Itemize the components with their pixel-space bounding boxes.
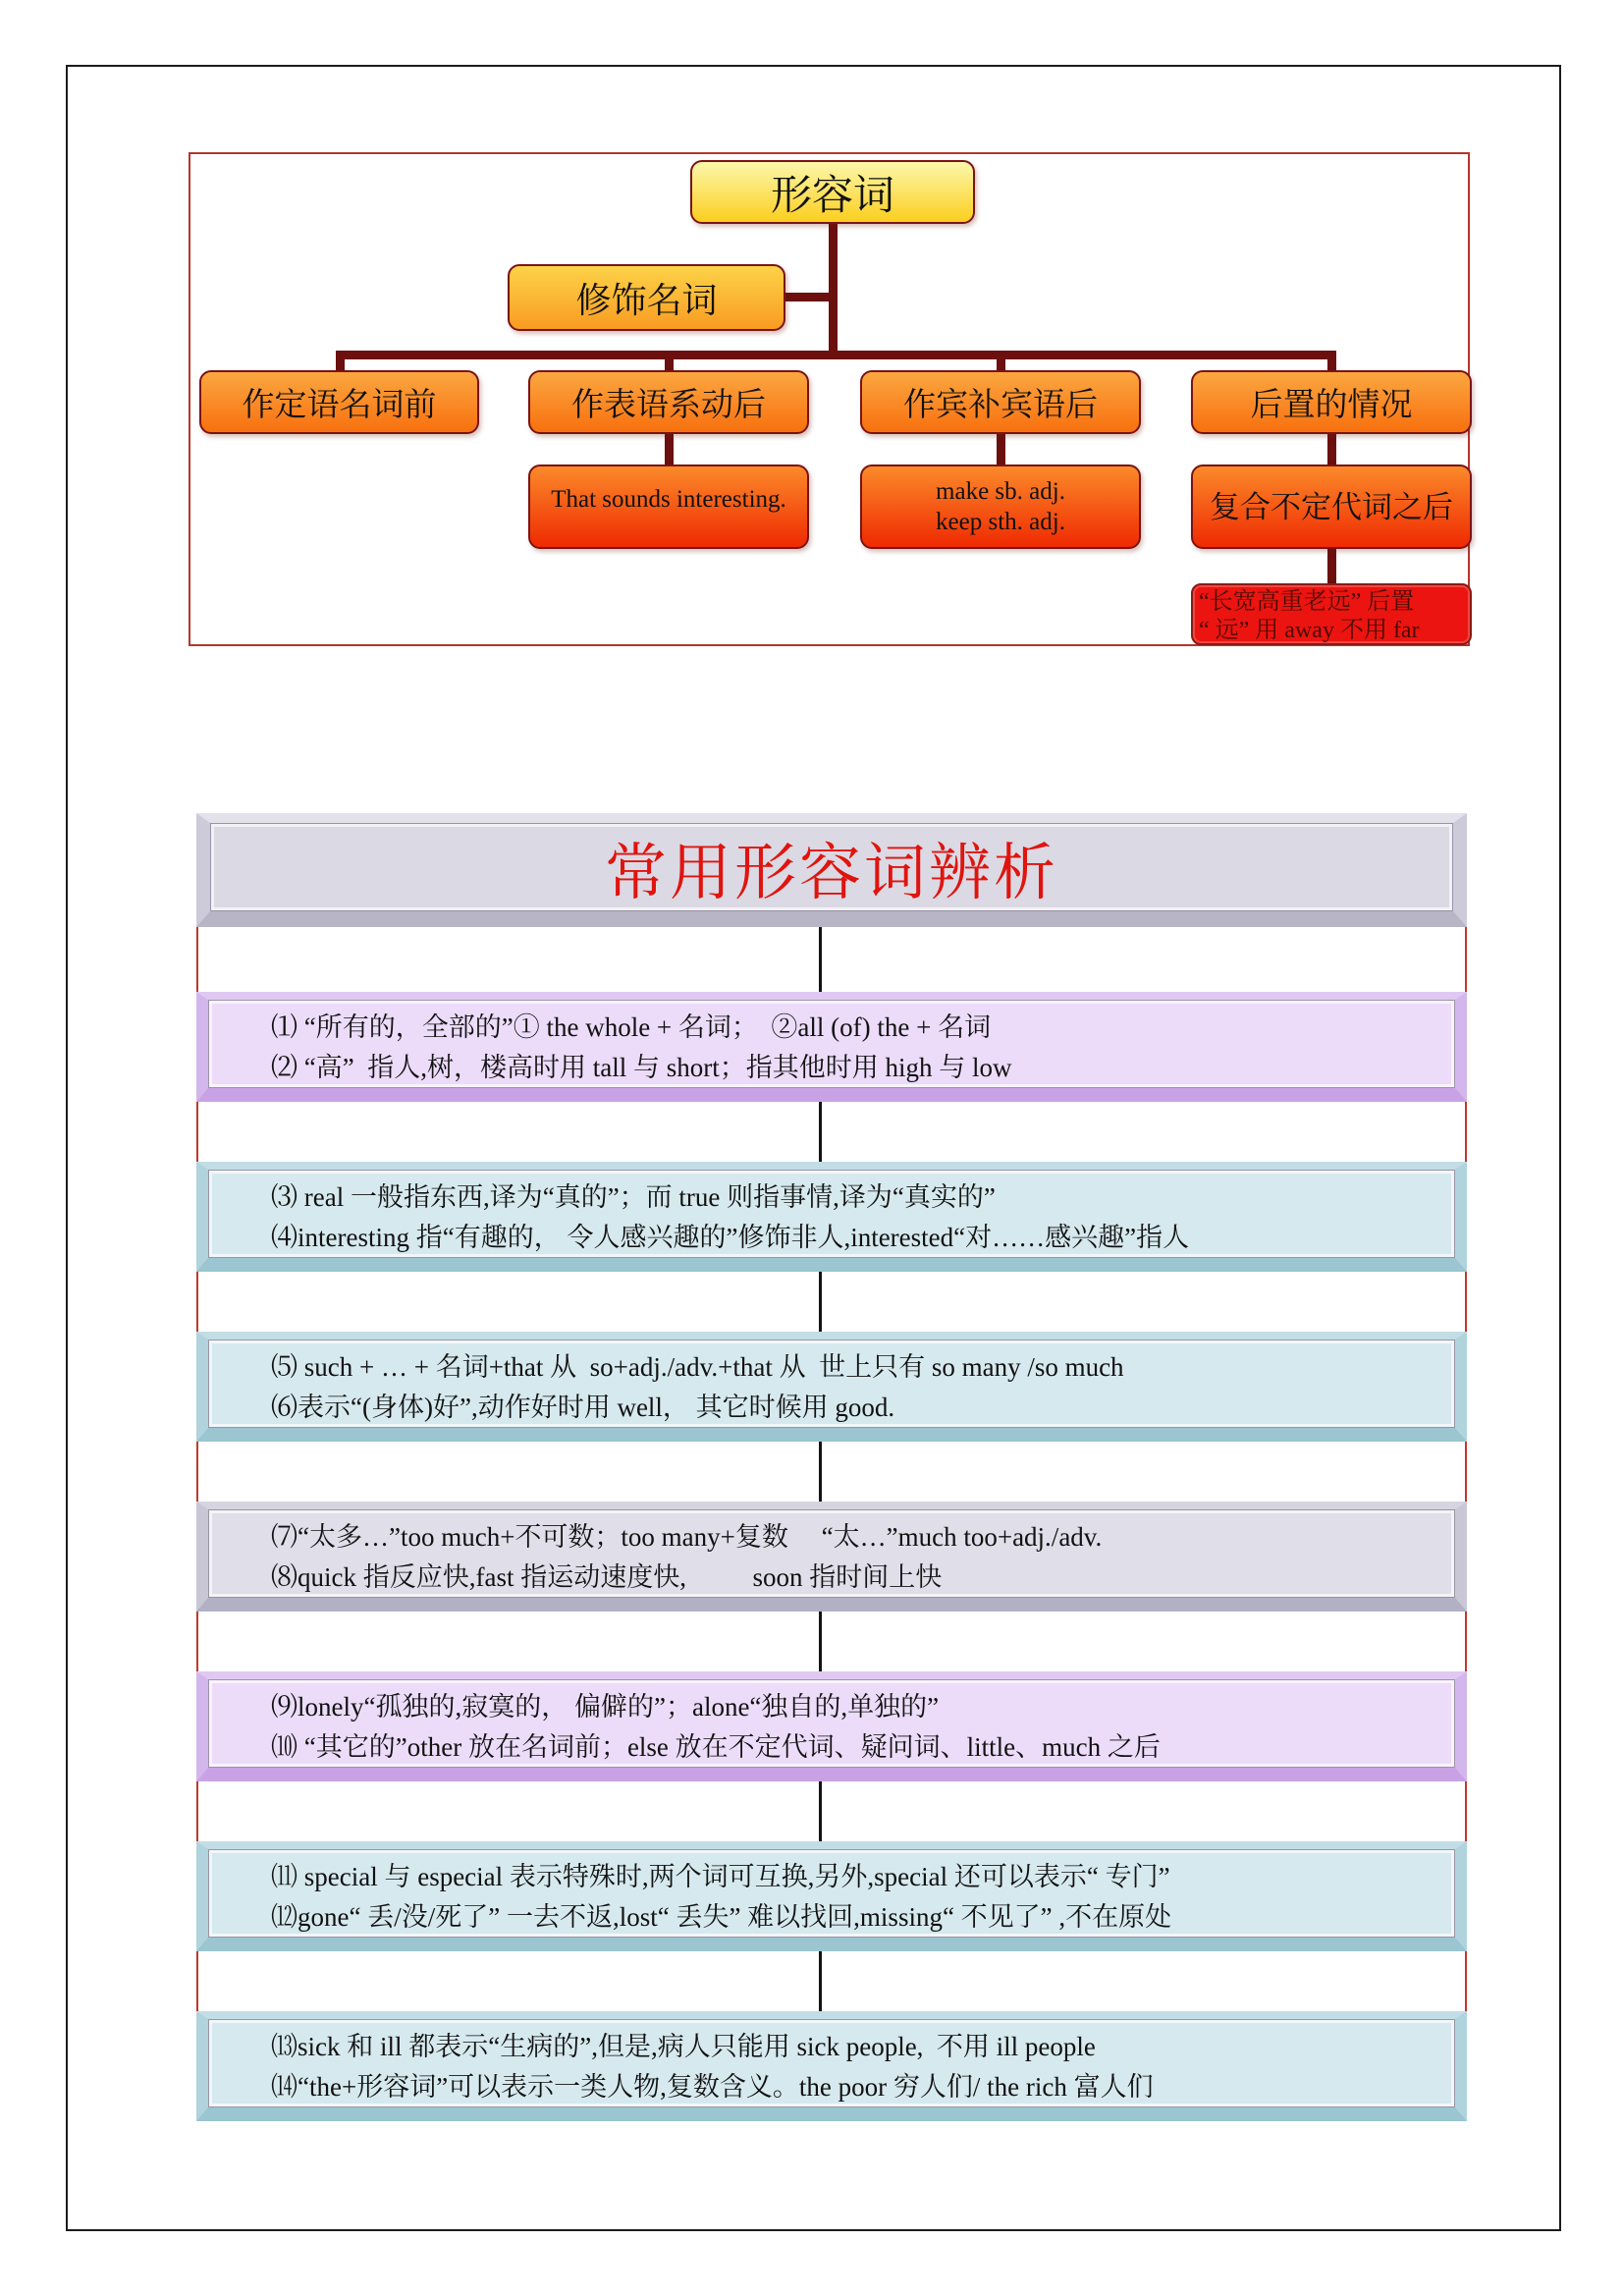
note-row-4 [196,1502,1467,1612]
gap-connector [196,1951,1467,2011]
note-line: ⑴ “所有的，全部的”① the whole + 名词； ②all (of) the + 名词 [271,1012,992,1042]
red-edge-line [1465,1442,1467,1502]
red-edge-line [1465,1612,1467,1671]
section-title-plaque [196,813,1467,927]
chart-example-pattern: make sb. adj. [936,478,1065,505]
red-edge-line [196,1951,198,2011]
chart-position-label: 作表语系动后 [571,388,766,423]
red-edge-line [196,1612,198,1671]
connector-stub-pos4 [1327,354,1336,371]
connector-trunk [336,351,1336,359]
connector-root-vertical [829,222,838,359]
note-line: ⑻quick 指反应快,fast 指运动速度快, soon 指时间上快 [271,1562,943,1592]
center-connector-line [819,1272,822,1332]
chart-example-patterns-box [860,465,1141,549]
connector-stub-pos1 [336,354,345,371]
chart-position-label: 作定语名词前 [242,388,437,423]
gap-connector [196,1781,1467,1841]
note-line: ⑷interesting 指“有趣的， 令人感兴趣的”修饰非人,interested“对……感兴趣”指人 [271,1223,1190,1252]
red-edge-line [1465,1951,1467,2011]
center-connector-line [819,1612,822,1671]
center-connector-line [819,1781,822,1841]
connector-stub-note [1327,547,1336,585]
note-line: ⒁“the+形容词”可以表示一类人物,复数含义。the poor 穷人们/ the rich 富人们 [271,2072,1154,2102]
center-connector-line [819,1102,822,1162]
note-line: ⑽ “其它的”other 放在名词前；else 放在不定代词、疑问词、little、much 之后 [271,1732,1161,1762]
chart-position-box-object-complement [860,370,1141,434]
chart-example-pattern: keep sth. adj. [936,509,1065,535]
center-connector-line [819,1951,822,2011]
red-edge-line [196,1272,198,1332]
note-line: ⑹表示“(身体)好”,动作好时用 well， 其它时候用 good. [271,1393,895,1422]
gap-connector [196,1272,1467,1332]
note-row-5 [196,1671,1467,1781]
chart-position-box-postposition [1191,370,1472,434]
connector-stub-example2 [997,434,1005,466]
chart-note-line: “长宽高重老远” 后置 [1199,589,1415,615]
gap-connector [196,1612,1467,1671]
chart-note-box [1191,583,1472,645]
section-title: 常用形容词辨析 [605,838,1058,907]
note-line: ⑸ such + … + 名词+that 从 so+adj./adv.+that 从 世上只有 so many /so much [271,1352,1124,1382]
chart-postposition-case-box [1191,465,1472,549]
gap-connector [196,927,1467,992]
red-edge-line [1465,1781,1467,1841]
note-line: ⑶ real 一般指东西,译为“真的”；而 true 则指事情,译为“真实的” [271,1182,996,1212]
red-edge-line [196,927,198,992]
note-line: ⑿gone“ 丢/没/死了” 一去不返,lost“ 丢失” 难以找回,missing“ 不见了” ,不在原处 [271,1902,1172,1932]
note-row-6 [196,1841,1467,1951]
connector-stub-pos2 [665,354,674,371]
red-edge-line [1465,1102,1467,1162]
chart-example-sentence-box [528,465,809,549]
connector-stub-example1 [665,434,674,466]
red-edge-line [1465,927,1467,992]
note-row-7 [196,2011,1467,2121]
note-row-1 [196,992,1467,1102]
gap-connector [196,1442,1467,1502]
chart-position-box-attributive [199,370,479,434]
chart-position-label: 后置的情况 [1250,388,1413,423]
note-line: ⑺“太多…”too much+不可数；too many+复数 “太…”much too+adj./adv. [271,1522,1103,1552]
note-row-3 [196,1332,1467,1442]
red-edge-line [1465,1272,1467,1332]
red-edge-line [196,1442,198,1502]
note-line: ⑾ special 与 especial 表示特殊时,两个词可互换,另外,special 还可以表示“ 专门” [271,1862,1170,1891]
chart-note-line: “ 远” 用 away 不用 far [1199,618,1420,643]
connector-modifier-stub [784,293,833,301]
chart-example-sentence: That sounds interesting. [551,486,786,513]
chart-root-label: 形容词 [770,173,894,219]
gap-connector [196,1102,1467,1162]
note-line: ⑵ “高” 指人,树，楼高时用 tall 与 short；指其他时用 high 与 low [271,1053,1012,1082]
note-line: ⑼lonely“孤独的,寂寞的， 偏僻的”；alone“独自的,单独的” [271,1692,940,1722]
chart-postposition-case-label: 复合不定代词之后 [1210,490,1453,524]
note-row-2 [196,1162,1467,1272]
chart-modifier-label: 修饰名词 [575,280,718,320]
center-connector-line [819,1442,822,1502]
note-line: ⒀sick 和 ill 都表示“生病的”,但是,病人只能用 sick people, 不用 ill people [271,2032,1096,2061]
chart-root-box [690,160,975,224]
chart-modifier-box [508,264,785,331]
connector-stub-example3 [1327,434,1336,466]
center-connector-line [819,927,822,992]
connector-stub-pos3 [997,354,1005,371]
red-edge-line [196,1781,198,1841]
red-edge-line [196,1102,198,1162]
chart-position-box-predicative [528,370,809,434]
chart-position-label: 作宾补宾语后 [903,388,1098,423]
